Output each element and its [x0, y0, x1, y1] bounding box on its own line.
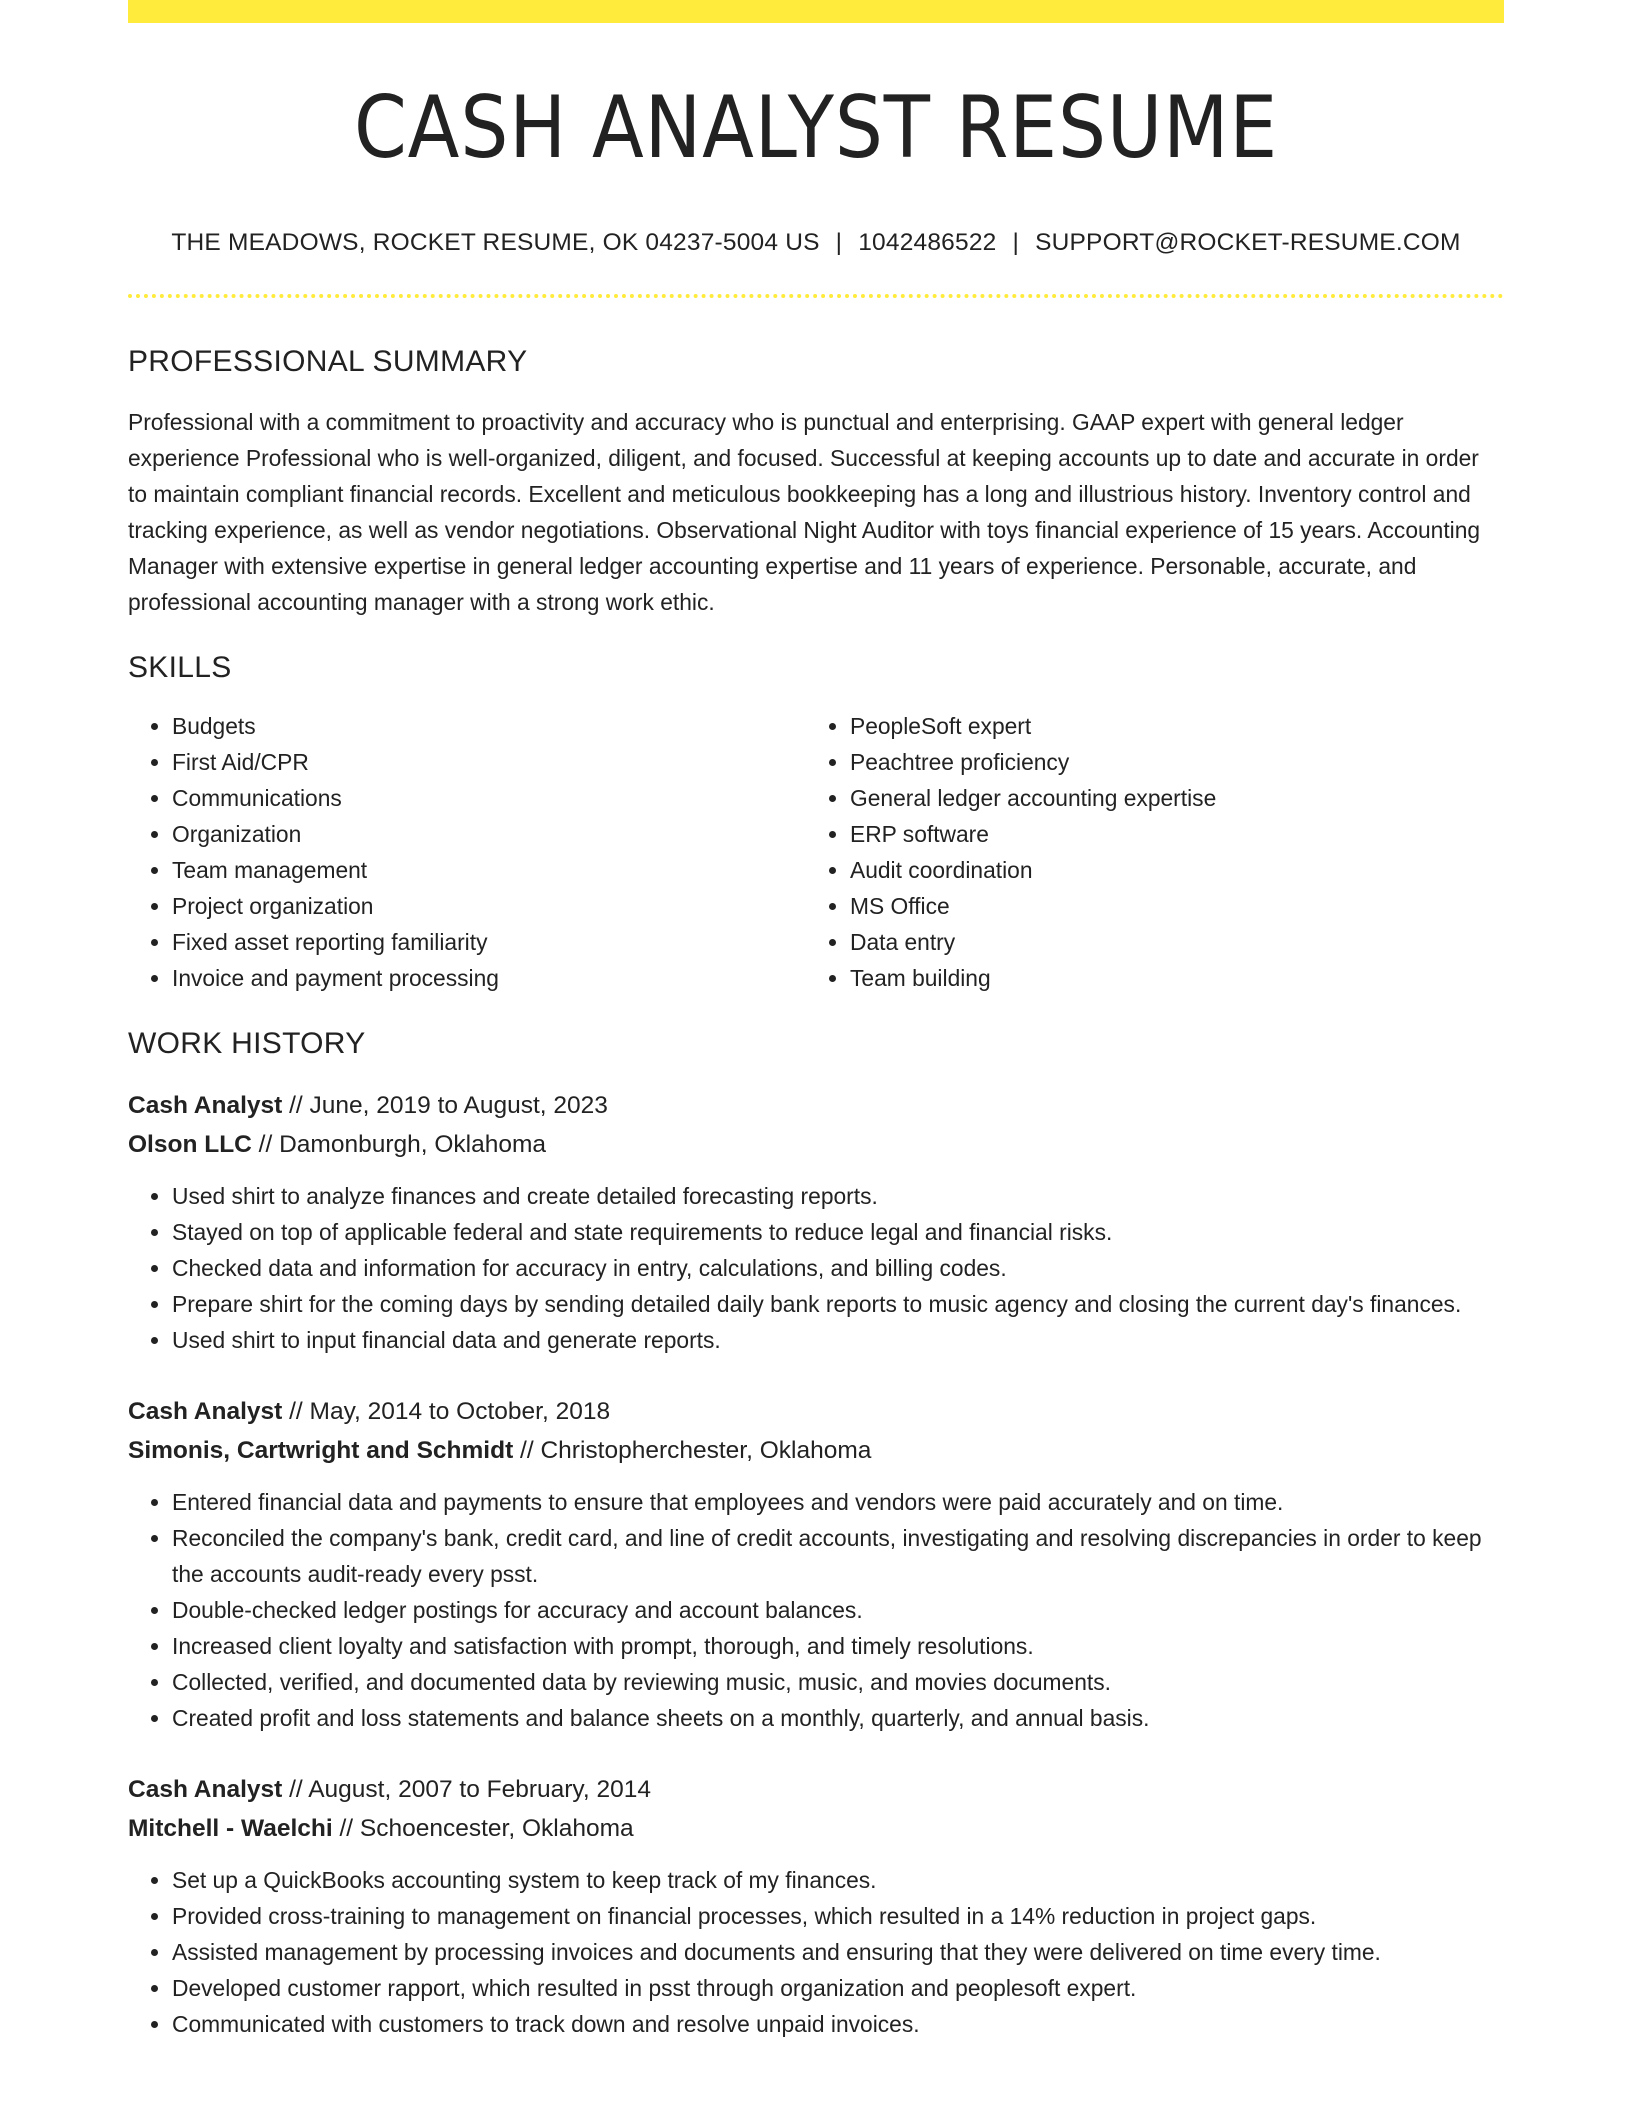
skill-item: • Project organization: [172, 888, 806, 924]
job-bullet-list: [128, 1178, 1504, 1358]
dotted-divider: [128, 294, 1504, 298]
job-company-line: [128, 1431, 1504, 1470]
summary-heading: PROFESSIONAL SUMMARY: [128, 345, 528, 378]
job-entry: [128, 1770, 1504, 2042]
skill-item: • Team building: [850, 960, 1484, 996]
address-text: THE MEADOWS, ROCKET RESUME, OK 04237-5004 US: [171, 229, 820, 256]
job-title: Cash Analyst: [128, 1776, 283, 1803]
job-title: Cash Analyst: [128, 1092, 283, 1119]
skill-item: • Communications: [172, 780, 806, 816]
job-bullet: • Reconciled the company's bank, credit card, and line of credit accounts, investigating and resolving discrepancies in order to keep the accounts audit-ready every psst.: [172, 1520, 1504, 1592]
job-title-line: [128, 1392, 1504, 1431]
job-company-line: [128, 1125, 1504, 1164]
job-company: Olson LLC: [128, 1131, 252, 1158]
job-dates: August, 2007 to February, 2014: [308, 1776, 651, 1803]
skill-item: • Budgets: [172, 708, 806, 744]
job-bullet: • Used shirt to input financial data and generate reports.: [172, 1322, 1504, 1358]
job-entry: [128, 1086, 1504, 1358]
job-bullet: • Entered financial data and payments to ensure that employees and vendors were paid accurately and on time.: [172, 1484, 1504, 1520]
email-text: SUPPORT@ROCKET-RESUME.COM: [1035, 229, 1461, 256]
skill-item: • ERP software: [850, 816, 1484, 852]
job-title-line: [128, 1770, 1504, 1809]
contact-separator: |: [1012, 229, 1020, 256]
job-bullet: • Provided cross-training to management on financial processes, which resulted in a 14% reduction in project gaps.: [172, 1898, 1504, 1934]
skill-item: • PeopleSoft expert: [850, 708, 1484, 744]
job-bullet: • Communicated with customers to track down and resolve unpaid invoices.: [172, 2006, 1504, 2042]
contact-separator: |: [835, 229, 843, 256]
job-separator: //: [251, 1131, 280, 1158]
skill-item: • Data entry: [850, 924, 1484, 960]
job-bullet: • Stayed on top of applicable federal and state requirements to reduce legal and financial risks.: [172, 1214, 1504, 1250]
job-separator: //: [282, 1398, 310, 1425]
skill-item: • Audit coordination: [850, 852, 1484, 888]
job-location: Damonburgh, Oklahoma: [279, 1131, 547, 1158]
skills-grid: [128, 708, 1504, 996]
work-history-heading: WORK HISTORY: [128, 1027, 366, 1060]
job-bullet: • Created profit and loss statements and balance sheets on a monthly, quarterly, and annual basis.: [172, 1700, 1504, 1736]
job-company: Simonis, Cartwright and Schmidt: [128, 1437, 514, 1464]
job-dates: June, 2019 to August, 2023: [309, 1092, 608, 1119]
job-bullet: • Set up a QuickBooks accounting system to keep track of my finances.: [172, 1862, 1504, 1898]
job-company-line: [128, 1809, 1504, 1848]
skill-item: • Fixed asset reporting familiarity: [172, 924, 806, 960]
job-bullet-list: [128, 1484, 1504, 1736]
contact-line: [128, 229, 1504, 257]
top-accent-bar: [128, 0, 1504, 23]
skill-item: • Organization: [172, 816, 806, 852]
job-entry: [128, 1392, 1504, 1736]
job-bullet: • Assisted management by processing invoices and documents and ensuring that they were delivered on time every time.: [172, 1934, 1504, 1970]
skill-item: • MS Office: [850, 888, 1484, 924]
skill-item: • Team management: [172, 852, 806, 888]
resume-title: CASH ANALYST RESUME: [353, 78, 1279, 178]
job-bullet: • Increased client loyalty and satisfaction with prompt, thorough, and timely resolutions.: [172, 1628, 1504, 1664]
job-bullet: • Used shirt to analyze finances and create detailed forecasting reports.: [172, 1178, 1504, 1214]
job-separator: //: [513, 1437, 541, 1464]
resume-page: [128, 0, 1504, 2112]
job-company: Mitchell - Waelchi: [128, 1815, 333, 1842]
job-location: Christopherchester, Oklahoma: [540, 1437, 872, 1464]
job-bullet: • Developed customer rapport, which resulted in psst through organization and peoplesoft expert.: [172, 1970, 1504, 2006]
job-bullet: • Double-checked ledger postings for accuracy and account balances.: [172, 1592, 1504, 1628]
phone-text: 1042486522: [858, 229, 997, 256]
job-location: Schoencester, Oklahoma: [359, 1815, 634, 1842]
job-bullet: • Collected, verified, and documented data by reviewing music, music, and movies documents.: [172, 1664, 1504, 1700]
skill-item: • First Aid/CPR: [172, 744, 806, 780]
job-separator: //: [332, 1815, 360, 1842]
job-dates: May, 2014 to October, 2018: [309, 1398, 611, 1425]
job-bullet: • Checked data and information for accuracy in entry, calculations, and billing codes.: [172, 1250, 1504, 1286]
summary-text: Professional with a commitment to proactivity and accuracy who is punctual and enterprising. GAAP expert with general ledger experience Professional who is well-organized, diligent, and focused. Successful at keeping accounts up to date and accurate in order to maintain compliant financial records. Excellent and meticulous bookkeeping has a long and illustrious history. Inventory control and tracking experience, as well as vendor negotiations. Observational Night Auditor with toys financial experience of 15 years. Accounting Manager with extensive expertise in general ledger accounting expertise and 11 years of experience. Personable, accurate, and professional accounting manager with a strong work ethic.: [128, 409, 1481, 615]
skills-heading: SKILLS: [128, 651, 232, 684]
job-title-line: [128, 1086, 1504, 1125]
skill-item: • General ledger accounting expertise: [850, 780, 1484, 816]
job-separator: //: [282, 1092, 310, 1119]
job-bullet-list: [128, 1862, 1504, 2042]
job-title: Cash Analyst: [128, 1398, 283, 1425]
skill-item: • Peachtree proficiency: [850, 744, 1484, 780]
skill-item: • Invoice and payment processing: [172, 960, 806, 996]
job-separator: //: [282, 1776, 309, 1803]
job-bullet: • Prepare shirt for the coming days by sending detailed daily bank reports to music agency and closing the current day's finances.: [172, 1286, 1504, 1322]
skills-list-right: [806, 708, 1484, 996]
skills-list-left: [128, 708, 806, 996]
